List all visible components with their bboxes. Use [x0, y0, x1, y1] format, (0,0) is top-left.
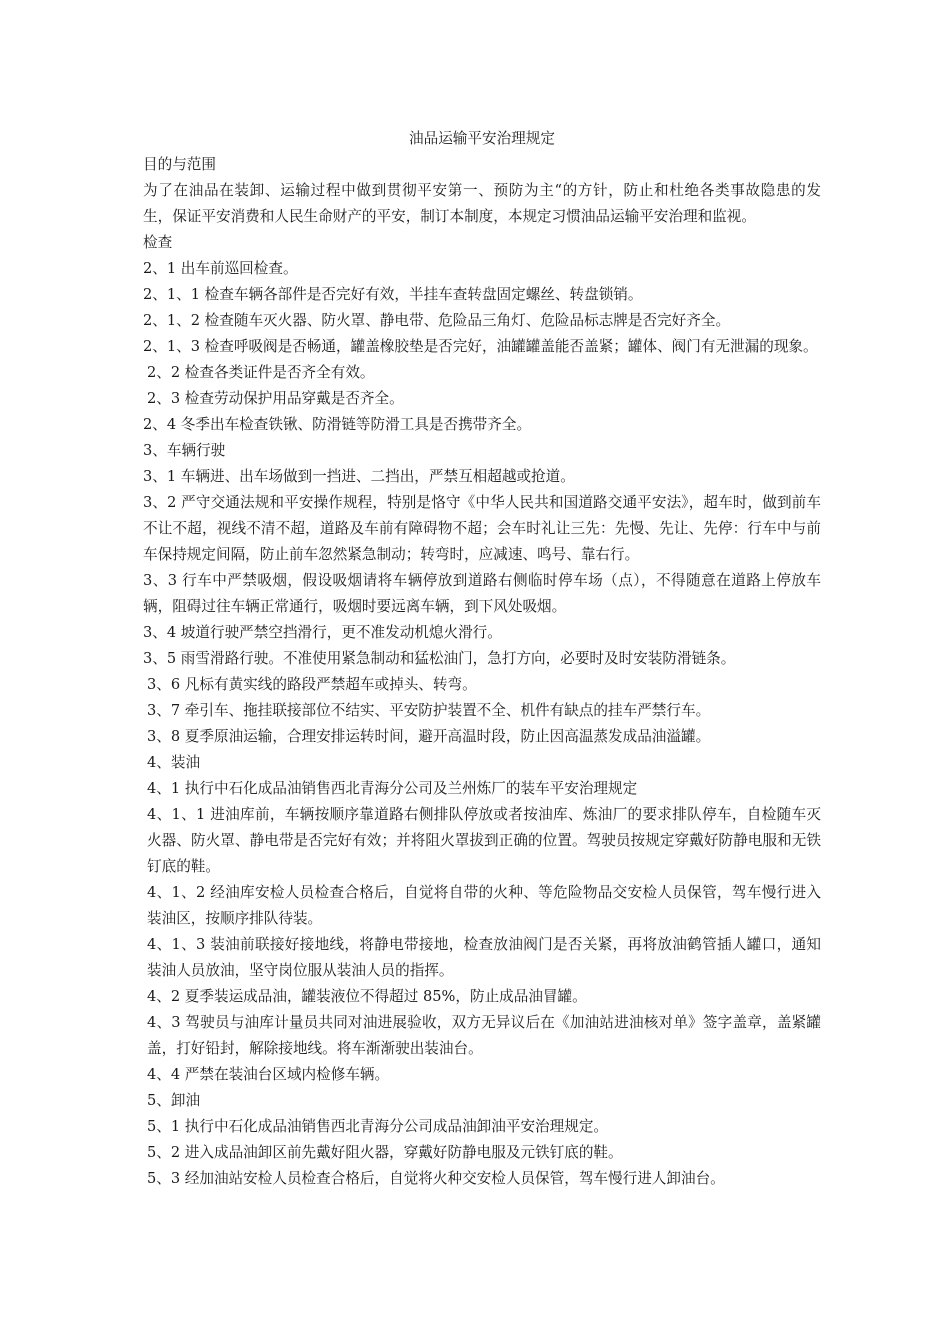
paragraph: 3、4 坡道行驶严禁空挡滑行，更不准发动机熄火滑行。 [143, 624, 502, 641]
paragraph: 3、3 行车中严禁吸烟，假设吸烟请将车辆停放到道路右侧临时停车场（点），不得随意在道路上停放车辆，阻碍过往车辆正常通行，吸烟时要远离车辆，到下风处吸烟。 [143, 572, 821, 615]
paragraph: 4、装油 [147, 754, 201, 771]
paragraph: 4、1、2 经油库安检人员检查合格后，自觉将自带的火种、等危险物品交安检人员保管，驾车慢行进入装油区，按顺序排队待装。 [147, 884, 821, 927]
paragraph: 3、5 雨雪滑路行驶。不准使用紧急制动和猛松油门，急打方向，必要时及时安装防滑链条。 [143, 650, 736, 667]
paragraph: 4、3 驾驶员与油库计量员共同对油进展验收，双方无异议后在《加油站进油核对单》签字盖章，盖紧罐盖，打好铅封，解除接地线。将车渐渐驶出装油台。 [147, 1014, 821, 1057]
paragraph: 2、1、1 检查车辆各部件是否完好有效，半挂车查转盘固定螺丝、转盘锁销。 [143, 286, 643, 303]
paragraph: 4、2 夏季装运成品油，罐装液位不得超过 85%，防止成品油冒罐。 [147, 988, 587, 1005]
paragraph: 5、3 经加油站安检人员检查合格后，自觉将火种交安检人员保管，驾车慢行进人卸油台。 [147, 1170, 725, 1187]
paragraph: 检查 [143, 234, 173, 251]
paragraph: 2、3 检查劳动保护用品穿戴是否齐全。 [147, 390, 404, 407]
paragraph-list [143, 152, 821, 1192]
paragraph: 2、4 冬季出车检查铁锹、防滑链等防滑工具是否携带齐全。 [143, 416, 532, 433]
paragraph: 4、1、3 装油前联接好接地线，将静电带接地，检查放油阀门是否关紧，再将放油鹤管插人罐口，通知装油人员放油，坚守岗位服从装油人员的指挥。 [147, 936, 821, 979]
paragraph: 为了在油品在装卸、运输过程中做到贯彻平安第一、预防为主“的方针，防止和杜绝各类事故隐患的发生，保证平安消费和人民生命财产的平安，制订本制度，本规定习惯油品运输平安治理和监视。 [143, 182, 821, 225]
paragraph: 2、1 出车前巡回检查。 [143, 260, 298, 277]
paragraph: 2、1、2 检查随车灭火器、防火罩、静电带、危险品三角灯、危险品标志牌是否完好齐全。 [143, 312, 731, 329]
paragraph: 3、7 牵引车、拖挂联接部位不结实、平安防护装置不全、机件有缺点的挂车严禁行车。 [147, 702, 711, 719]
paragraph: 4、4 严禁在装油台区域内检修车辆。 [147, 1066, 390, 1083]
paragraph: 2、2 检查各类证件是否齐全有效。 [147, 364, 375, 381]
paragraph: 3、车辆行驶 [143, 442, 226, 459]
paragraph: 目的与范围 [143, 156, 216, 173]
paragraph: 2、1、3 检查呼吸阀是否畅通，罐盖橡胶垫是否完好，油罐罐盖能否盖紧；罐体、阀门有无泄漏的现象。 [143, 338, 818, 355]
paragraph: 3、1 车辆进、出车场做到一挡进、二挡出，严禁互相超越或抢道。 [143, 468, 575, 485]
paragraph: 4、1、1 进油库前，车辆按顺序靠道路右侧排队停放或者按油库、炼油厂的要求排队停车，自检随车灭火器、防火罩、静电带是否完好有效；并将阻火罩拔到正确的位置。驾驶员按规定穿戴好防静电服和无铁钉底的鞋。 [147, 806, 821, 875]
paragraph: 3、6 凡标有黄实线的路段严禁超车或掉头、转弯。 [147, 676, 477, 693]
paragraph: 3、2 严守交通法规和平安操作规程，特别是恪守《中华人民共和国道路交通平安法》，超车时，做到前车不让不超，视线不清不超，道路及车前有障碍物不超；会车时礼让三先：先慢、先让、先停：行车中与前车保持规定间隔，防止前车忽然紧急制动；转弯时，应减速、鸣号、靠右行。 [143, 494, 821, 563]
document-body [143, 126, 821, 1192]
paragraph: 5、2 进入成品油卸区前先戴好阻火器，穿戴好防静电服及元铁钉底的鞋。 [147, 1144, 623, 1161]
paragraph: 4、1 执行中石化成品油销售西北青海分公司及兰州炼厂的装车平安治理规定 [147, 780, 638, 797]
paragraph: 5、卸油 [147, 1092, 201, 1109]
paragraph: 5、1 执行中石化成品油销售西北青海分公司成品油卸油平安治理规定。 [147, 1118, 609, 1135]
document-title: 油品运输平安治理规定 [409, 130, 555, 147]
paragraph: 3、8 夏季原油运输，合理安排运转时间，避开高温时段，防止因高温蒸发成品油溢罐。 [147, 728, 711, 745]
